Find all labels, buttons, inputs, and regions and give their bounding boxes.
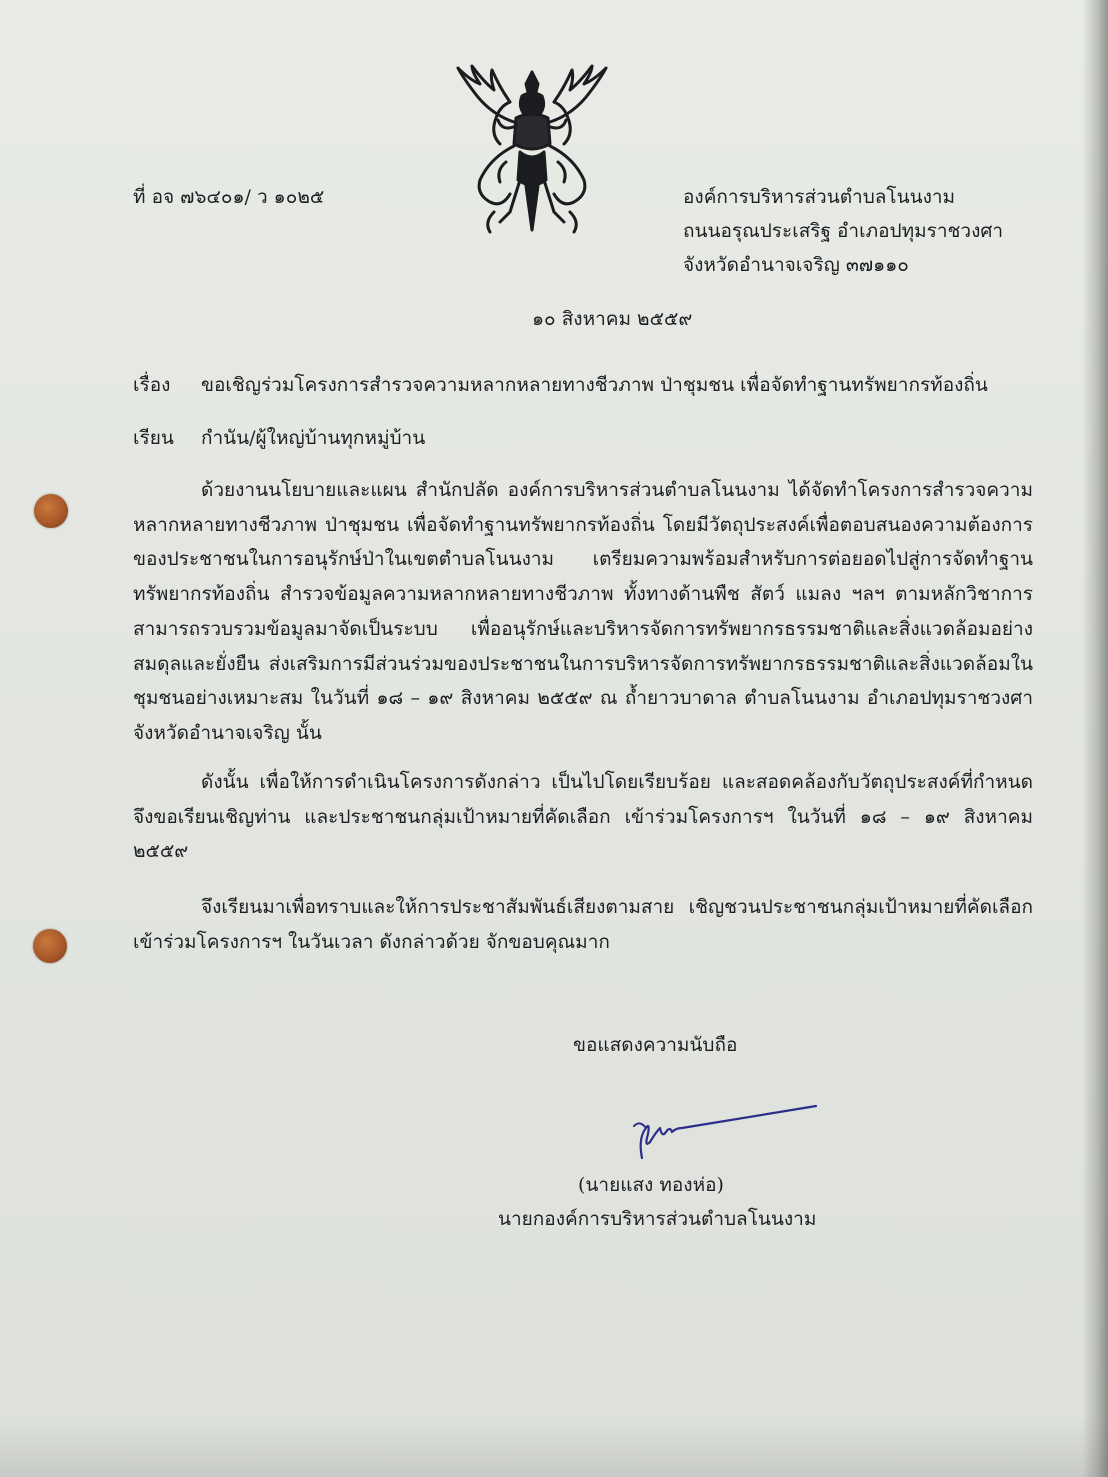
recipient-label: เรียน bbox=[133, 427, 174, 449]
subject-text: ขอเชิญร่วมโครงการสำรวจความหลากหลายทางชีวภาพ ป่าชุมชน เพื่อจัดทำฐานทรัพยากรท้องถิ่น bbox=[201, 374, 988, 396]
subject-label: เรื่อง bbox=[133, 374, 171, 396]
binder-hole-top bbox=[34, 494, 68, 528]
paper-shadow-bottom bbox=[0, 1417, 1108, 1477]
issuer-street-district: ถนนอรุณประเสริฐ อำเภอปทุมราชวงศา bbox=[683, 220, 1004, 242]
garuda-emblem-icon bbox=[450, 62, 614, 238]
issuer-province-postcode: จังหวัดอำนาจเจริญ ๓๗๑๑๐ bbox=[683, 254, 909, 276]
body-paragraph-2: ดังนั้น เพื่อให้การดำเนินโครงการดังกล่าว เป็นไปโดยเรียบร้อย และสอดคล้องกับวัตถุประสงค์ที่กำหนด จึงขอเรียนเชิญท่าน และประชาชนกลุ่มเป้าหมายที่คัดเลือก เข้าร่วมโครงการฯ ในวันที่ ๑๘ – ๑๙ สิงหาคม ๒๕๕๙ bbox=[133, 771, 1033, 863]
paper-shadow-right bbox=[1082, 0, 1108, 1477]
closing-salutation: ขอแสดงความนับถือ bbox=[573, 1034, 738, 1056]
body-paragraph-3: จึงเรียนมาเพื่อทราบและให้การประชาสัมพันธ์เสียงตามสาย เชิญชวนประชาชนกลุ่มเป้าหมายที่คัดเลือก เข้าร่วมโครงการฯ ในวันเวลา ดังกล่าวด้วย จักขอบคุณมาก bbox=[133, 896, 1033, 953]
recipient-text: กำนัน/ผู้ใหญ่บ้านทุกหมู่บ้าน bbox=[201, 427, 426, 449]
binder-hole-bottom bbox=[33, 929, 67, 963]
signer-title: นายกองค์การบริหารส่วนตำบลโนนงาม bbox=[498, 1208, 817, 1230]
signer-name: (นายแสง ทองห่อ) bbox=[578, 1174, 724, 1196]
letter-reference-number: ที่ อจ ๗๖๔๐๑/ ว ๑๐๒๕ bbox=[133, 186, 325, 208]
body-paragraph-1: ด้วยงานนโยบายและแผน สำนักปลัด องค์การบริหารส่วนตำบลโนนงาม ได้จัดทำโครงการสำรวจความหลากหลายทางชีวภาพ ป่าชุมชน เพื่อจัดทำฐานทรัพยากรท้องถิ่น โดยมีวัตถุประสงค์เพื่อตอบสนองความต้องการของประชาชนในการอนุรักษ์ป่าในเขตตำบลโนนงาม เตรียมความพร้อมสำหรับการต่อยอดไปสู่การจัดทำฐานทรัพยากรท้องถิ่น สำรวจข้อมูลความหลากหลายทางชีวภาพ ทั้งทางด้านพืช สัตว์ แมลง ฯลฯ ตามหลักวิชาการสามารถรวบรวมข้อมูลมาจัดเป็นระบบ เพื่ออนุรักษ์และบริหารจัดการทรัพยากรธรรมชาติและสิ่งแวดล้อมอย่างสมดุลและยั่งยืน ส่งเสริมการมีส่วนร่วมของประชาชนในการบริหารจัดการทรัพยากรธรรมชาติและสิ่งแวดล้อมในชุมชนอย่างเหมาะสม ในวันที่ ๑๘ – ๑๙ สิงหาคม ๒๕๕๙ ณ ถ้ำยาวบาดาล ตำบลโนนงาม อำเภอปทุมราชวงศา จังหวัดอำนาจเจริญ นั้น bbox=[133, 479, 1033, 744]
letter-date: ๑๐ สิงหาคม ๒๕๕๙ bbox=[532, 308, 693, 330]
issuer-organization: องค์การบริหารส่วนตำบลโนนงาม bbox=[683, 186, 956, 208]
handwritten-signature-icon bbox=[620, 1098, 830, 1168]
